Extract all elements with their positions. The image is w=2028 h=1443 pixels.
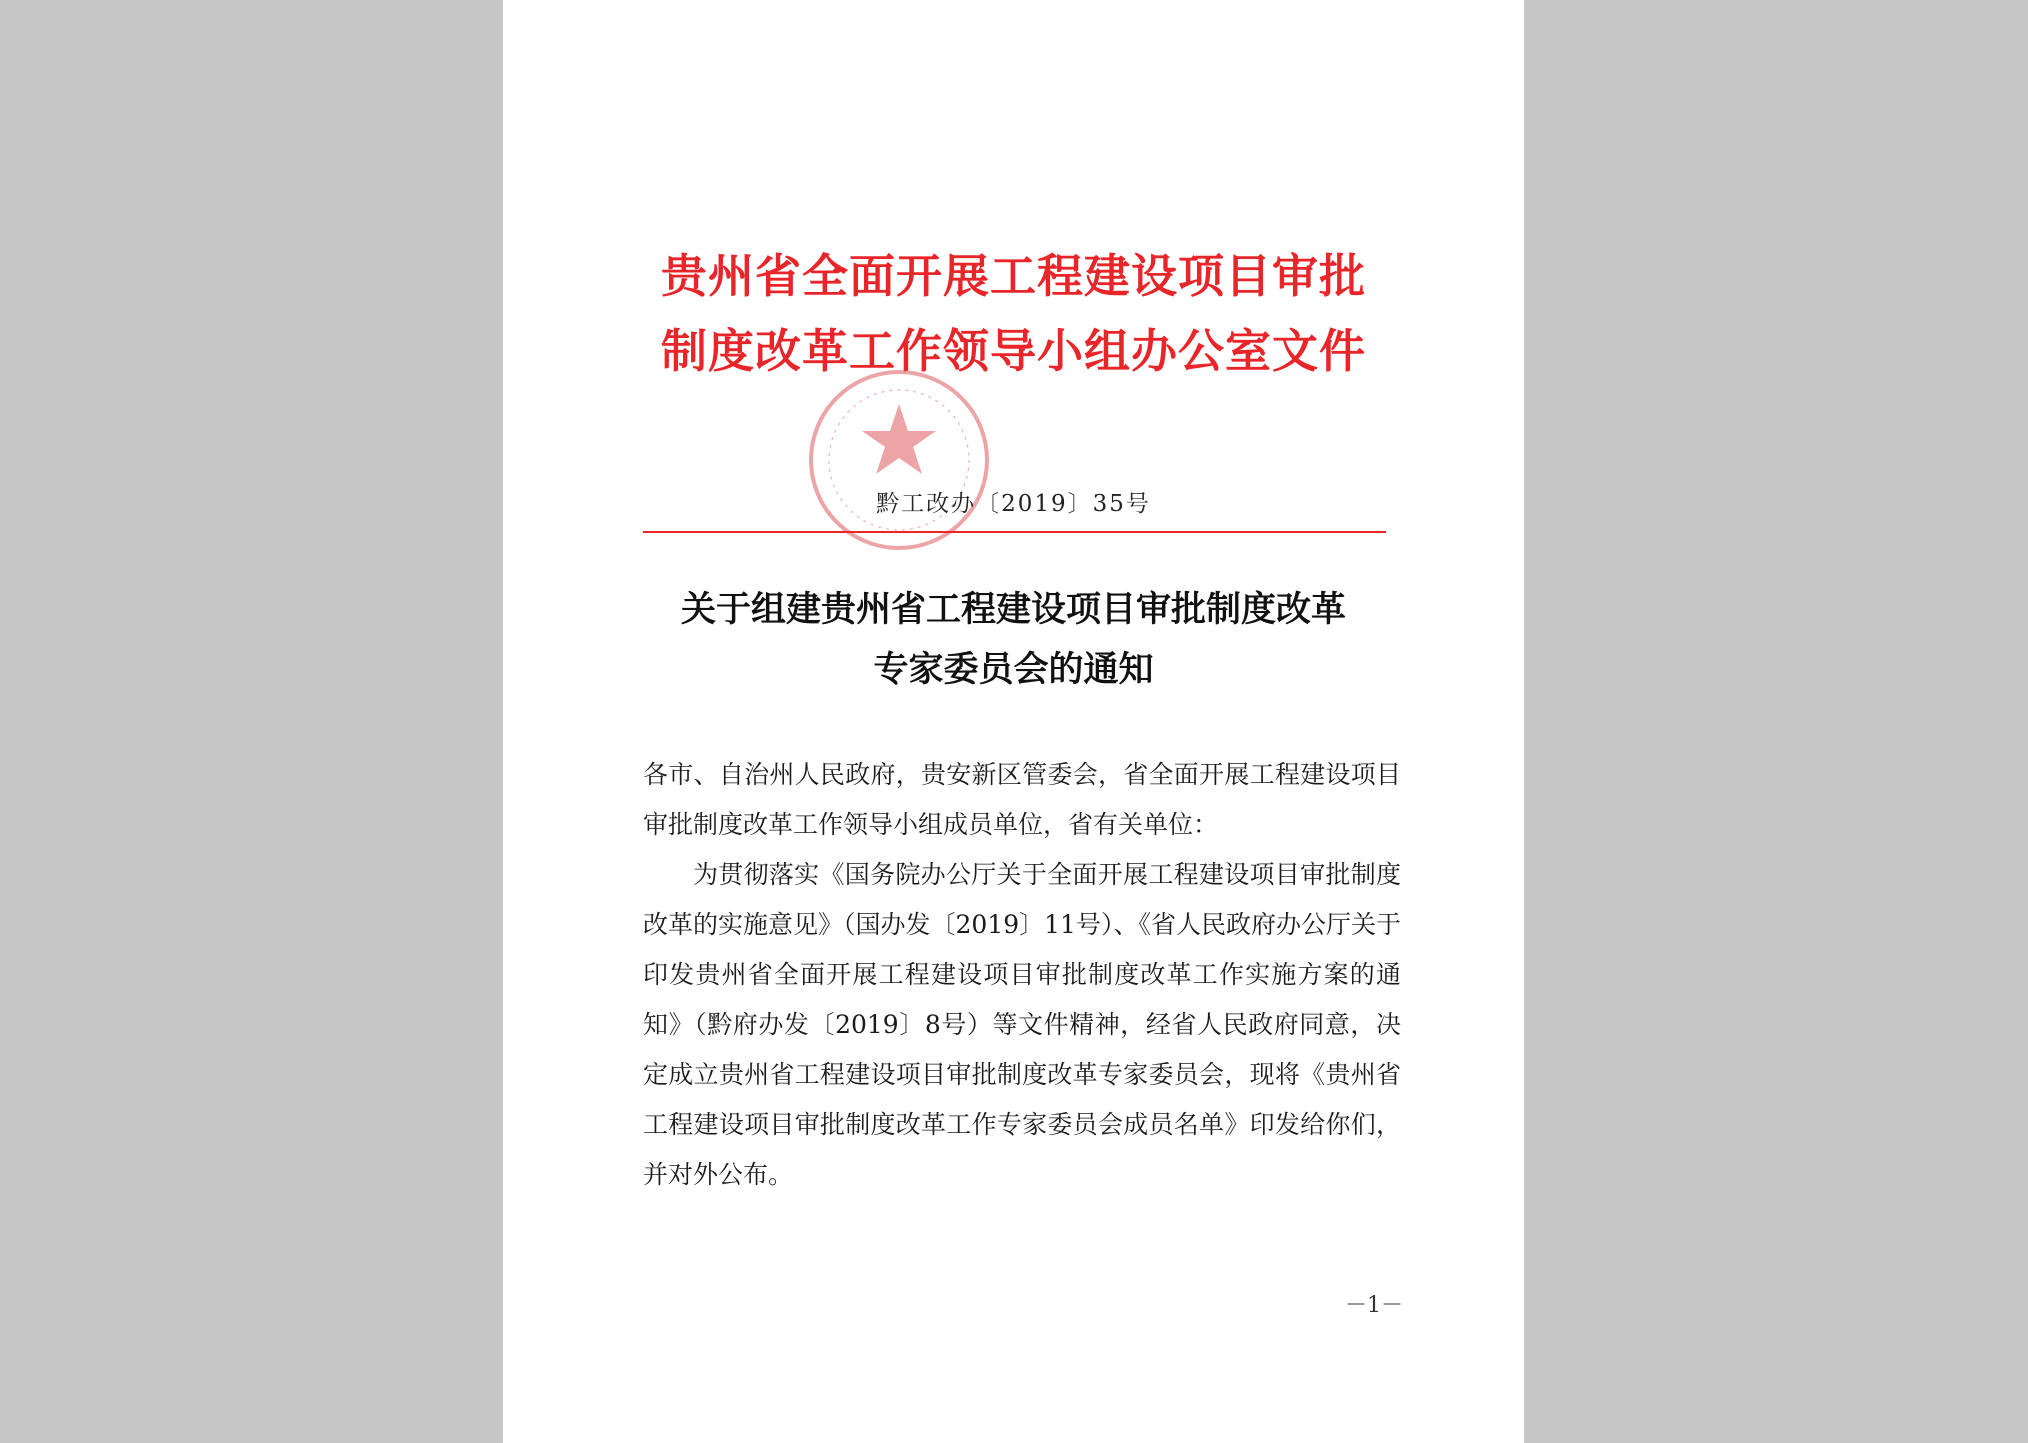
seal-star-icon <box>862 404 936 474</box>
document-page <box>503 0 1524 1443</box>
header-title-line1: 贵州省全面开展工程建设项目审批 <box>661 249 1366 303</box>
body-paragraph: 为贯彻落实《国务院办公厅关于全面开展工程建设项目审批制度改革的实施意见》（国办发〔2019〕11号）、《省人民政府办公厅关于印发贵州省全面开展工程建设项目审批制度改革工作实施方案的通知》（黔府办发〔2019〕8号）等文件精神，经省人民政府同意，决定成立贵州省工程建设项目审批制度改革专家委员会，现将《贵州省工程建设项目审批制度改革工作专家委员会成员名单》印发给你们，并对外公布。 <box>643 860 1401 1189</box>
red-divider-line <box>643 531 1386 533</box>
header-title-line2: 制度改革工作领导小组办公室文件 <box>661 324 1366 378</box>
document-number: 黔工改办〔2019〕35号 <box>876 491 1151 517</box>
page-number: －1－ <box>1345 1293 1403 1318</box>
addressees-paragraph: 各市、自治州人民政府，贵安新区管委会，省全面开展工程建设项目审批制度改革工作领导小组成员单位，省有关单位： <box>643 760 1401 839</box>
notice-body <box>643 750 1401 1200</box>
notice-title-line2: 专家委员会的通知 <box>873 649 1154 690</box>
official-seal-icon <box>789 366 1009 554</box>
notice-title-line1: 关于组建贵州省工程建设项目审批制度改革 <box>680 589 1346 630</box>
